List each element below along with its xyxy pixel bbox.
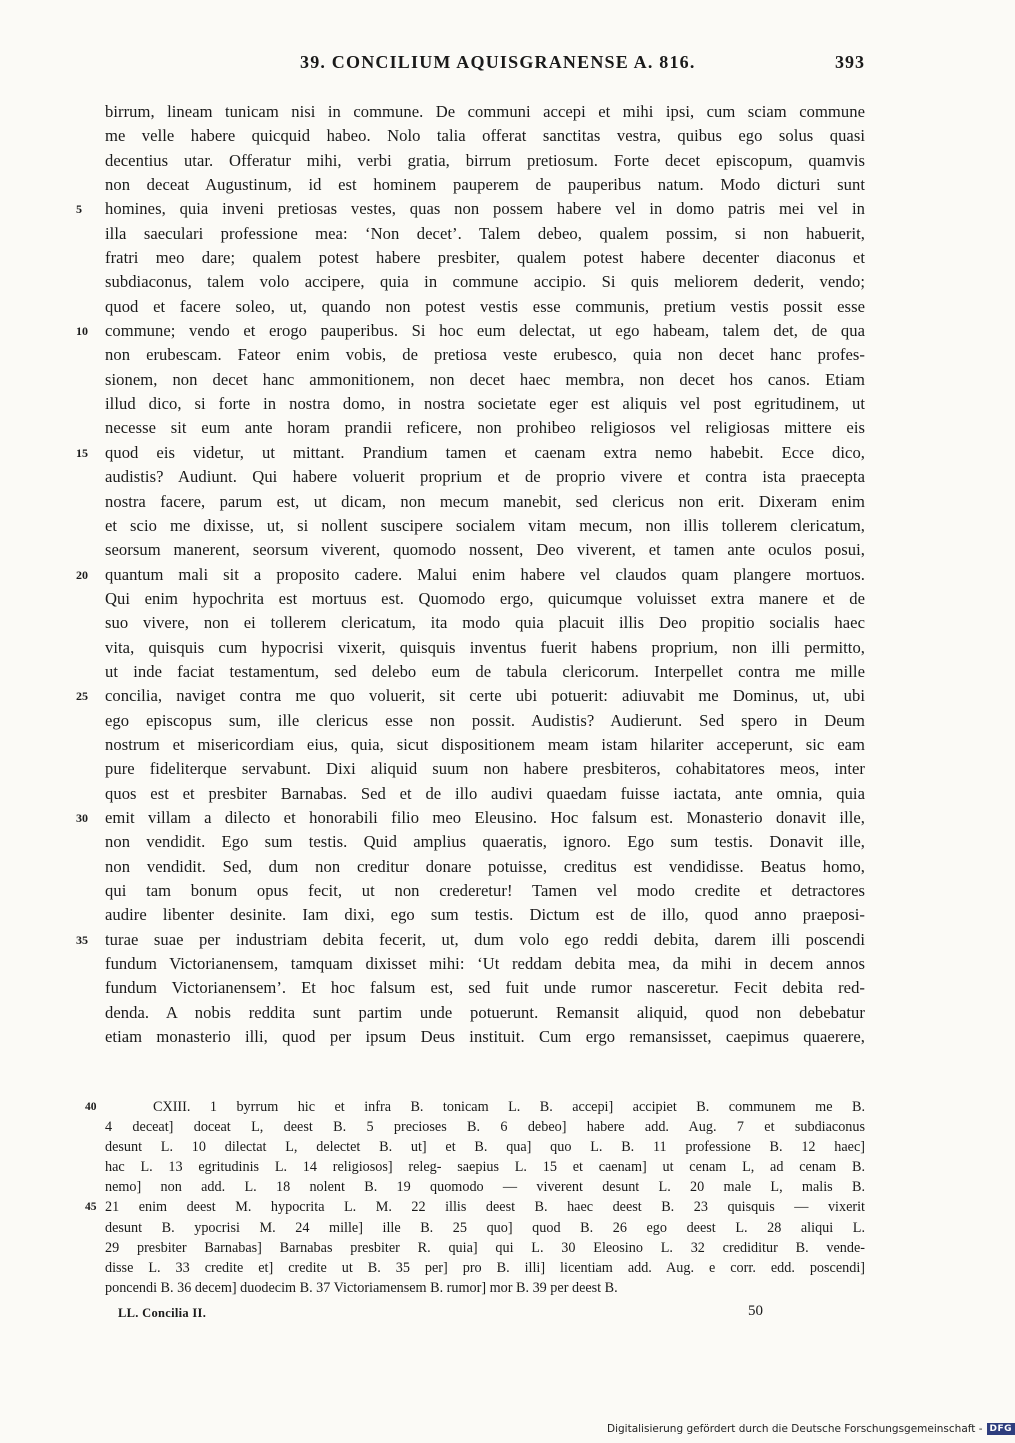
line-text: turae suae per industriam debita fecerit, ut, dum volo ego reddi debita, darem illi poscendi xyxy=(105,929,865,949)
footnote-line xyxy=(105,1137,865,1157)
line-text: vita, quisquis cum hypocrisi vixerit, quisquis inventus fuerit habens proprium, non illi permitto, xyxy=(105,637,865,657)
footnote-line xyxy=(105,1218,865,1238)
text-line xyxy=(105,343,865,367)
text-line xyxy=(105,1001,865,1025)
volume-signature: LL. Concilia II. xyxy=(118,1306,207,1320)
footnote-text: CXIII. 1 byrrum hic et infra B. tonicam L. B. accepi] accipiet B. communem me B. xyxy=(153,1099,865,1115)
footnote-text: disse L. 33 credite et] credite ut B. 35 per] pro B. illi] licentiam add. Aug. e corr. edd. poscendi] xyxy=(105,1259,865,1276)
text-line xyxy=(76,563,865,587)
line-text: etiam monasterio illi, quod per ipsum Deus instituit. Cum ergo remansisset, caepimus quaerere, xyxy=(105,1027,865,1047)
text-line xyxy=(105,587,865,611)
footnote-text: nemo] non add. L. 18 nolent B. 19 quomodo — viverent desunt L. 20 male L, malis B. xyxy=(105,1179,865,1196)
line-text: quod eis videtur, ut mittant. Prandium tamen et caenam extra nemo habebit. Ecce dico, xyxy=(105,442,865,462)
line-text: quos est et presbiter Barnabas. Sed et de illo audivi quaedam fuisse iactata, ante omnia, quia xyxy=(105,783,865,803)
text-line xyxy=(105,976,865,1000)
footnote-text: 21 enim deest M. hypocrita L. M. 22 illis deest B. haec deest B. 23 quisquis — vixerit xyxy=(105,1199,865,1216)
text-line xyxy=(105,660,865,684)
footnote-text: hac L. 13 egritudinis L. 14 religiosos] releg- saepius L. 15 et caenam] ut cenam L, ad cenam B. xyxy=(105,1159,865,1176)
line-text: decentius utar. Offeratur mihi, verbi gratia, birrum pretiosum. Forte decet episcopum, quamvis xyxy=(105,150,865,170)
footnote-line xyxy=(85,1097,865,1117)
line-text: non deceat Augustinum, id est hominem pauperem de pauperibus natum. Modo dicturi sunt xyxy=(105,175,865,195)
text-line xyxy=(105,490,865,514)
line-text: nostrum et misericordiam eius, quia, sicut dispositionem meam istam hilariter acceperunt, sic eam xyxy=(105,734,865,754)
line-number: 35 xyxy=(76,932,89,947)
line-text: me velle habere quicquid habeo. Nolo talia offerat sanctitas vestra, quibus ego solus quasi xyxy=(105,126,865,146)
line-text: illud dico, si forte in nostra domo, in nostra societate eger est aliquis vel post egritudinem, ut xyxy=(105,394,865,414)
line-number: 30 xyxy=(76,810,89,825)
line-text: et scio me dixisse, ut, si nollent suscipere socialem vitam mecum, non illis tollerem clericatum, xyxy=(105,515,865,535)
text-line xyxy=(105,757,865,781)
footnote-line xyxy=(105,1117,865,1137)
digitization-note: Digitalisierung gefördert durch die Deutsche Forschungsgemeinschaft - xyxy=(607,1423,983,1435)
text-line xyxy=(105,222,865,246)
main-text-block xyxy=(76,100,865,1049)
text-line xyxy=(76,684,865,708)
text-line xyxy=(76,319,865,343)
line-text: quantum mali sit a proposito cadere. Malui enim habere vel claudos quam plangere mortuos. xyxy=(105,564,865,584)
line-text: fundum Victorianensem, tamquam dixisset mihi: ‘Ut reddam debita mea, da mihi in decem annos xyxy=(105,954,865,974)
text-line xyxy=(105,124,865,148)
line-text: ut inde faciat testamentum, sed delebo eum de tabula clericorum. Interpellet contra me mille xyxy=(105,661,865,681)
text-line xyxy=(76,928,865,952)
text-line xyxy=(105,733,865,757)
text-line xyxy=(105,830,865,854)
line-text: illa saeculari professione mea: ‘Non decet’. Talem debeo, qualem possim, si non habuerit, xyxy=(105,223,865,243)
text-line xyxy=(105,368,865,392)
line-number: 10 xyxy=(76,324,89,339)
footnote-line xyxy=(105,1278,865,1298)
text-line xyxy=(76,806,865,830)
line-text: suo vivere, non ei tollerem clericatum, ita modo quia placuit illis Deo propitio socialis haec xyxy=(105,613,865,633)
line-number: 40 xyxy=(85,1101,97,1113)
text-line xyxy=(105,952,865,976)
footnote-line xyxy=(105,1238,865,1258)
footnote-line xyxy=(105,1258,865,1278)
text-line xyxy=(105,416,865,440)
line-text: birrum, lineam tunicam nisi in commune. De communi accepi et mihi ipsi, cum sciam commune xyxy=(105,102,865,121)
line-text: necesse sit eum ante horam prandii reficere, non prohibeo religiosos vel religiosas mittere eis xyxy=(105,418,865,438)
text-line xyxy=(105,538,865,562)
line-text: nostra facere, parum est, ut dicam, non mecum manebit, sed clericus non erit. Dixeram enim xyxy=(105,491,865,511)
text-line xyxy=(105,903,865,927)
line-text: non vendidit. Ego sum testis. Quid amplius quaeratis, ignoro. Ego sum testis. Donavit ille, xyxy=(105,832,865,852)
text-line xyxy=(105,173,865,197)
text-line xyxy=(105,611,865,635)
line-number: 15 xyxy=(76,445,89,460)
line-text: Qui enim hypochrita est mortuus est. Quomodo ergo, quicumque voluisset extra manere et de xyxy=(105,588,865,608)
line-text: denda. A nobis reddita sunt partim unde potuerunt. Remansit aliquid, quod non debebatur xyxy=(105,1002,865,1022)
text-line xyxy=(105,636,865,660)
digitization-footer xyxy=(607,1421,1015,1437)
footnote-text: poncendi B. 36 decem] duodecim B. 37 Victoriamensem B. rumor] mor B. 39 per deest B. xyxy=(105,1279,618,1296)
text-line xyxy=(105,295,865,319)
footnote-line xyxy=(85,1197,865,1217)
line-text: concilia, naviget contra me quo voluerit, sit certe ubi potuerit: adiuvabit me Dominus, ut, ubi xyxy=(105,686,865,706)
running-header xyxy=(105,52,865,80)
text-line xyxy=(105,855,865,879)
line-text: seorsum manerent, seorsum viverent, quomodo nossent, Deo viverent, et tamen ante oculos posui, xyxy=(105,540,865,560)
footnote-text: desunt L. 10 dilectat L, delectet B. ut] et B. qua] quo L. B. 11 professione B. 12 haec] xyxy=(105,1139,865,1156)
line-text: non erubescam. Fateor enim vobis, de pretiosa veste erubesco, quia non decet hanc profes- xyxy=(105,345,865,365)
line-text: pure fideliterque servabunt. Dixi aliquid suum non habere presbiteros, cohabitatores meos, inter xyxy=(105,759,865,779)
page-number: 393 xyxy=(835,52,865,72)
text-line xyxy=(105,149,865,173)
running-title: 39. CONCILIUM AQUISGRANENSE A. 816. xyxy=(300,52,696,72)
line-number: 20 xyxy=(76,567,89,582)
line-text: homines, quia inveni pretiosas vestes, quas non possem habere vel in domo patris mei vel in xyxy=(105,199,865,219)
sheet-number: 50 xyxy=(748,1303,763,1319)
text-line xyxy=(76,197,865,221)
footnote-text: desunt B. ypocrisi M. 24 mille] ille B. 25 quo] quod B. 26 ego deest L. 28 aliqui L. xyxy=(105,1219,865,1236)
footnote-line xyxy=(105,1157,865,1177)
text-line xyxy=(105,514,865,538)
text-line xyxy=(105,1025,865,1049)
text-line xyxy=(105,782,865,806)
text-line xyxy=(76,441,865,465)
line-text: fratri meo dare; qualem potest habere presbiter, qualem potest habere decenter diaconus et xyxy=(105,248,865,268)
line-text: quod et facere soleo, ut, quando non potest vestis esse communis, pretium vestis possit esse xyxy=(105,296,865,316)
line-text: subdiaconus, talem volo accipere, quia in commune accipio. Si quis meliorem dederit, vendo; xyxy=(105,272,865,292)
line-text: audistis? Audiunt. Qui habere voluerit proprium et de proprio vivere et contra ista praecepta xyxy=(105,467,865,487)
line-number: 45 xyxy=(85,1201,97,1214)
text-line xyxy=(105,709,865,733)
text-line xyxy=(105,100,865,124)
line-text: audire libenter desinite. Iam dixi, ego sum testis. Dictum est de illo, quod anno praeposi- xyxy=(105,905,865,925)
line-text: fundum Victorianensem’. Et hoc falsum est, sed fuit unde rumor nasceretur. Fecit debita red- xyxy=(105,978,865,998)
footnote-text: 29 presbiter Barnabas] Barnabas presbiter R. quia] qui L. 30 Eleosino L. 32 crediditur B. vende- xyxy=(105,1239,865,1256)
line-number: 25 xyxy=(76,689,89,704)
line-text: emit villam a dilecto et honorabili filio meo Eleusino. Hoc falsum est. Monasterio donavit ille, xyxy=(105,807,865,827)
dfg-logo: DFG xyxy=(987,1423,1015,1435)
footnote-text: 4 deceat] doceat L, deest B. 5 precioses B. 6 debeo] habere add. Aug. 7 et subdiaconus xyxy=(105,1119,865,1136)
line-text: sionem, non decet hanc ammonitionem, non decet haec membra, non decet hos canos. Etiam xyxy=(105,369,865,389)
line-number: 5 xyxy=(76,202,83,217)
text-line xyxy=(105,465,865,489)
line-text: non vendidit. Sed, dum non creditur donare potuisse, creditus est vendidisse. Beatus homo, xyxy=(105,856,865,876)
text-line xyxy=(105,392,865,416)
text-line xyxy=(105,246,865,270)
critical-apparatus xyxy=(85,1097,865,1298)
line-text: commune; vendo et erogo pauperibus. Si hoc eum delectat, ut ego habeam, talem det, de qua xyxy=(105,321,865,341)
line-text: ego episcopus sum, ille clericus esse non possit. Audistis? Audierunt. Sed spero in Deum xyxy=(105,710,865,730)
text-line xyxy=(105,270,865,294)
line-text: qui tam bonum opus fecit, ut non crederetur! Tamen vel modo credite et detractores xyxy=(105,881,865,900)
text-line xyxy=(105,879,865,903)
footnote-line xyxy=(105,1177,865,1197)
